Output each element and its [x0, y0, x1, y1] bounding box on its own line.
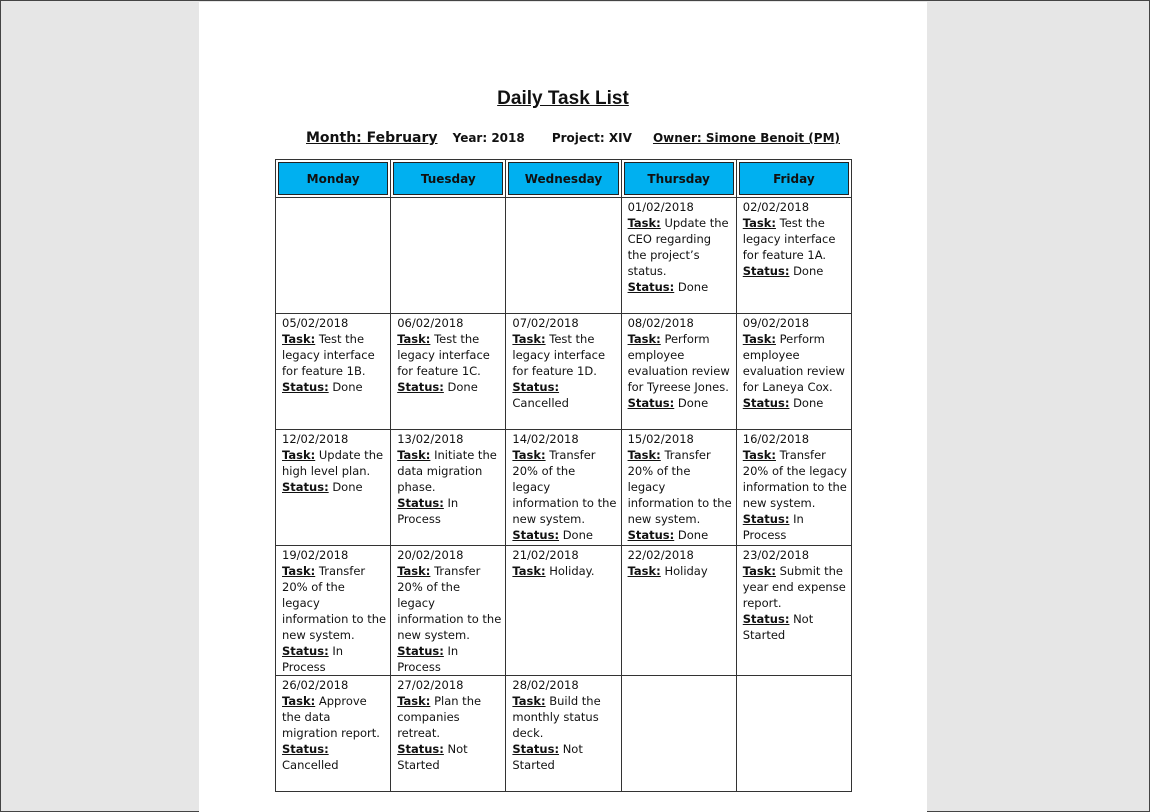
- day-task: [512, 563, 616, 579]
- status-label: Status:: [627, 396, 675, 410]
- task-text: Approve the data migration report.: [282, 694, 380, 740]
- day-status: [628, 279, 732, 295]
- status-value: In Process: [397, 496, 459, 526]
- status-label: Status:: [282, 380, 329, 394]
- day-date: 08/02/2018: [627, 316, 694, 330]
- task-text: Transfer 20% of the legacy information to the new system.: [397, 564, 502, 642]
- day-status: [743, 395, 847, 411]
- day-cell: [276, 676, 391, 792]
- task-label: Task:: [282, 448, 316, 462]
- day-status: [743, 611, 847, 643]
- day-cell: [276, 314, 391, 430]
- week-row: [276, 314, 852, 430]
- day-status: [397, 643, 501, 675]
- day-header: [736, 160, 851, 198]
- day-task: [397, 447, 501, 495]
- task-label: Task:: [282, 694, 316, 708]
- day-date: 21/02/2018: [512, 548, 579, 562]
- day-header: [391, 160, 506, 198]
- day-status: [628, 395, 732, 411]
- day-cell: [506, 676, 621, 792]
- task-label: Task:: [742, 332, 776, 346]
- day-date: 13/02/2018: [397, 432, 464, 446]
- task-label: Task:: [282, 564, 316, 578]
- task-text: Transfer 20% of the legacy information to the new system.: [282, 564, 387, 642]
- status-value: Done: [332, 380, 363, 394]
- empty-day-cell: [276, 198, 391, 314]
- week-row: [276, 430, 852, 546]
- day-cell: [391, 546, 506, 676]
- task-label: Task:: [397, 332, 431, 346]
- day-status: [397, 741, 501, 773]
- day-status: [282, 741, 386, 773]
- day-status: [282, 643, 386, 675]
- day-status: [282, 379, 386, 395]
- day-task: [743, 331, 847, 395]
- status-value: Done: [677, 396, 709, 410]
- day-cell: [506, 314, 621, 430]
- day-cell: [736, 546, 851, 676]
- day-task: [512, 447, 616, 527]
- day-task: [743, 215, 847, 263]
- day-header: [506, 160, 621, 198]
- task-label: Task:: [397, 564, 431, 578]
- status-label: Status:: [282, 644, 329, 658]
- day-date: 05/02/2018: [282, 316, 349, 330]
- day-date: 14/02/2018: [512, 432, 579, 446]
- day-date: 26/02/2018: [282, 678, 349, 692]
- day-task: [512, 693, 616, 741]
- day-date: 07/02/2018: [512, 316, 579, 330]
- status-label: Status:: [742, 264, 790, 278]
- day-header-label: Wednesday: [508, 162, 618, 195]
- task-label: Task:: [627, 216, 661, 230]
- task-label: Task:: [742, 448, 776, 462]
- day-status: [743, 263, 847, 279]
- status-value: In Process: [742, 512, 804, 542]
- status-value: Done: [562, 528, 593, 542]
- day-task: [628, 563, 732, 579]
- project-label: Project: XIV: [551, 131, 632, 145]
- day-header-row: [276, 160, 852, 198]
- task-label: Task:: [282, 332, 316, 346]
- calendar-body: [276, 198, 852, 792]
- task-label: Task:: [397, 448, 431, 462]
- year-label: Year: 2018: [452, 131, 525, 145]
- day-task: [282, 693, 386, 741]
- document-meta: [306, 127, 840, 146]
- day-cell: [391, 430, 506, 546]
- task-text: Transfer 20% of the legacy information to the new system.: [742, 448, 847, 510]
- task-text: Holiday: [664, 564, 708, 578]
- task-text: Perform employee evaluation review for Laneya Cox.: [742, 332, 845, 394]
- day-date: 28/02/2018: [512, 678, 579, 692]
- day-task: [397, 563, 501, 643]
- empty-day-cell: [736, 676, 851, 792]
- day-date: 19/02/2018: [282, 548, 349, 562]
- day-cell: [621, 546, 736, 676]
- task-text: Transfer 20% of the legacy information to the new system.: [627, 448, 732, 526]
- task-text: Update the CEO regarding the project’s status.: [627, 216, 729, 278]
- task-text: Update the high level plan.: [282, 448, 384, 478]
- day-task: [397, 331, 501, 379]
- status-label: Status:: [397, 742, 444, 756]
- task-text: Test the legacy interface for feature 1D.: [512, 332, 606, 378]
- status-label: Status:: [512, 380, 560, 394]
- task-text: Build the monthly status deck.: [512, 694, 601, 740]
- status-value: In Process: [397, 644, 459, 674]
- day-cell: [506, 430, 621, 546]
- day-cell: [621, 430, 736, 546]
- document-title: Daily Task List: [497, 88, 629, 109]
- document-page: [199, 2, 927, 812]
- day-date: 22/02/2018: [627, 548, 694, 562]
- task-label: Task:: [627, 564, 661, 578]
- task-text: Test the legacy interface for feature 1B.: [282, 332, 375, 378]
- day-status: [512, 379, 616, 411]
- day-date: 27/02/2018: [397, 678, 464, 692]
- day-task: [512, 331, 616, 379]
- day-status: [512, 741, 616, 773]
- status-label: Status:: [397, 644, 444, 658]
- status-value: Cancelled: [282, 758, 339, 772]
- status-value: Done: [677, 280, 709, 294]
- owner-label: Owner: Simone Benoit (PM): [652, 131, 840, 145]
- status-label: Status:: [627, 528, 675, 542]
- status-label: Status:: [397, 380, 444, 394]
- status-value: Not Started: [742, 612, 814, 642]
- day-cell: [276, 430, 391, 546]
- task-text: Plan the companies retreat.: [397, 694, 482, 740]
- day-date: 01/02/2018: [627, 200, 694, 214]
- day-header-label: Thursday: [624, 162, 734, 195]
- status-value: Done: [793, 396, 824, 410]
- status-value: Done: [677, 528, 709, 542]
- day-task: [282, 447, 386, 479]
- empty-day-cell: [506, 198, 621, 314]
- status-label: Status:: [397, 496, 444, 510]
- day-date: 09/02/2018: [742, 316, 810, 330]
- empty-day-cell: [621, 676, 736, 792]
- status-label: Status:: [742, 512, 790, 526]
- task-label: Task:: [627, 332, 661, 346]
- task-label: Task:: [742, 564, 776, 578]
- status-value: Not Started: [512, 742, 583, 772]
- day-header-label: Monday: [278, 162, 388, 195]
- day-task: [628, 215, 732, 279]
- task-text: Test the legacy interface for feature 1C.: [397, 332, 490, 378]
- day-cell: [621, 198, 736, 314]
- day-cell: [391, 314, 506, 430]
- week-row: [276, 546, 852, 676]
- day-task: [628, 331, 732, 395]
- day-cell: [276, 546, 391, 676]
- day-date: 02/02/2018: [742, 200, 810, 214]
- day-header: [621, 160, 736, 198]
- task-label: Task:: [512, 448, 546, 462]
- empty-day-cell: [391, 198, 506, 314]
- day-status: [743, 511, 847, 543]
- week-row: [276, 676, 852, 792]
- status-label: Status:: [627, 280, 675, 294]
- task-calendar: [275, 159, 852, 792]
- day-date: 20/02/2018: [397, 548, 464, 562]
- day-status: [512, 527, 616, 543]
- task-text: Holiday.: [549, 564, 595, 578]
- day-status: [397, 379, 501, 395]
- day-task: [743, 447, 847, 511]
- task-label: Task:: [742, 216, 776, 230]
- status-value: Done: [447, 380, 478, 394]
- day-date: 16/02/2018: [742, 432, 810, 446]
- status-value: Cancelled: [512, 396, 569, 410]
- week-row: [276, 198, 852, 314]
- task-label: Task:: [627, 448, 661, 462]
- status-value: Not Started: [397, 742, 468, 772]
- task-label: Task:: [512, 694, 546, 708]
- task-text: Test the legacy interface for feature 1A.: [742, 216, 836, 262]
- task-text: Perform employee evaluation review for Tyreese Jones.: [627, 332, 730, 394]
- day-status: [628, 527, 732, 543]
- day-status: [282, 479, 386, 495]
- day-date: 23/02/2018: [742, 548, 810, 562]
- day-header: [276, 160, 391, 198]
- day-cell: [736, 314, 851, 430]
- day-header-label: Tuesday: [393, 162, 503, 195]
- task-label: Task:: [512, 564, 546, 578]
- day-cell: [736, 430, 851, 546]
- status-value: In Process: [282, 644, 344, 674]
- task-text: Transfer 20% of the legacy information to the new system.: [512, 448, 617, 526]
- day-task: [282, 563, 386, 643]
- day-date: 15/02/2018: [627, 432, 694, 446]
- task-text: Submit the year end expense report.: [742, 564, 846, 610]
- day-cell: [391, 676, 506, 792]
- status-label: Status:: [282, 742, 329, 756]
- status-value: Done: [332, 480, 363, 494]
- day-task: [397, 693, 501, 741]
- status-label: Status:: [742, 396, 790, 410]
- day-cell: [736, 198, 851, 314]
- status-label: Status:: [512, 528, 560, 542]
- day-date: 12/02/2018: [282, 432, 349, 446]
- status-value: Done: [793, 264, 824, 278]
- day-task: [628, 447, 732, 527]
- day-task: [282, 331, 386, 379]
- day-status: [397, 495, 501, 527]
- day-cell: [621, 314, 736, 430]
- day-task: [743, 563, 847, 611]
- day-cell: [506, 546, 621, 676]
- status-label: Status:: [282, 480, 329, 494]
- status-label: Status:: [742, 612, 790, 626]
- task-label: Task:: [512, 332, 546, 346]
- month-label: Month: February: [306, 130, 438, 146]
- task-text: Initiate the data migration phase.: [397, 448, 497, 494]
- day-header-label: Friday: [739, 162, 849, 195]
- task-label: Task:: [397, 694, 431, 708]
- day-date: 06/02/2018: [397, 316, 464, 330]
- status-label: Status:: [512, 742, 560, 756]
